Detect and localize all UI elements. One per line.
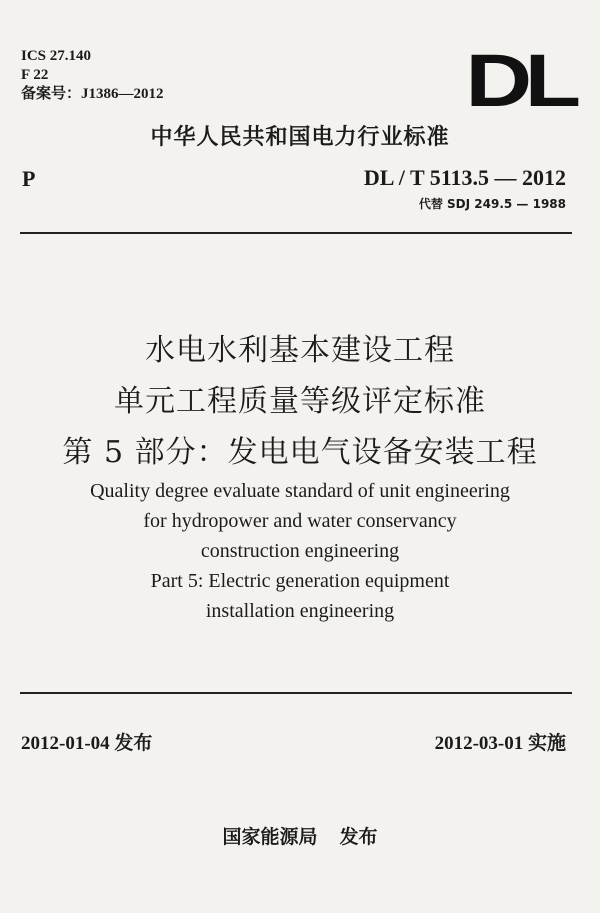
industry-standard-title: 中华人民共和国电力行业标准 [150,125,450,150]
english-title-line: construction engineering [200,540,400,562]
english-title-line: for hydropower and water conservancy [143,510,457,532]
implement-date-label: 实施 [527,733,566,754]
category-code: F 22 [21,67,49,83]
chinese-title-line: 第 5 部分：发电电气设备安装工程 [62,435,538,470]
category-letter: P [22,166,36,191]
chinese-title-line: 单元工程质量等级评定标准 [114,384,486,419]
publisher-name: 国家能源局 [222,826,318,848]
english-title-line: installation engineering [205,600,395,622]
publisher-label: 发布 [339,826,378,848]
implement-date-value: 2012-03-01 [434,733,524,754]
dl-logo: DL [465,39,574,122]
issue-date [21,728,152,755]
classification-block [21,47,164,104]
english-title [0,476,600,626]
publisher [0,822,600,849]
ics-code: ICS 27.140 [21,48,92,64]
implement-date [435,728,566,755]
replaces-standard: 代替 SDJ 249.5 — 1988 [418,197,566,211]
issue-date-label: 发布 [114,733,153,754]
english-title-line: Quality degree evaluate standard of unit engineering [90,480,510,502]
english-title-line: Part 5: Electric generation equipment [150,570,450,592]
standard-number: DL / T 5113.5 — 2012 [363,165,566,190]
chinese-title [0,325,600,478]
filing-number: 备案号：J1386—2012 [21,86,164,102]
bottom-divider [20,692,572,694]
top-divider [20,232,572,234]
chinese-title-line: 水电水利基本建设工程 [145,333,455,368]
issue-date-value: 2012-01-04 [21,733,110,754]
